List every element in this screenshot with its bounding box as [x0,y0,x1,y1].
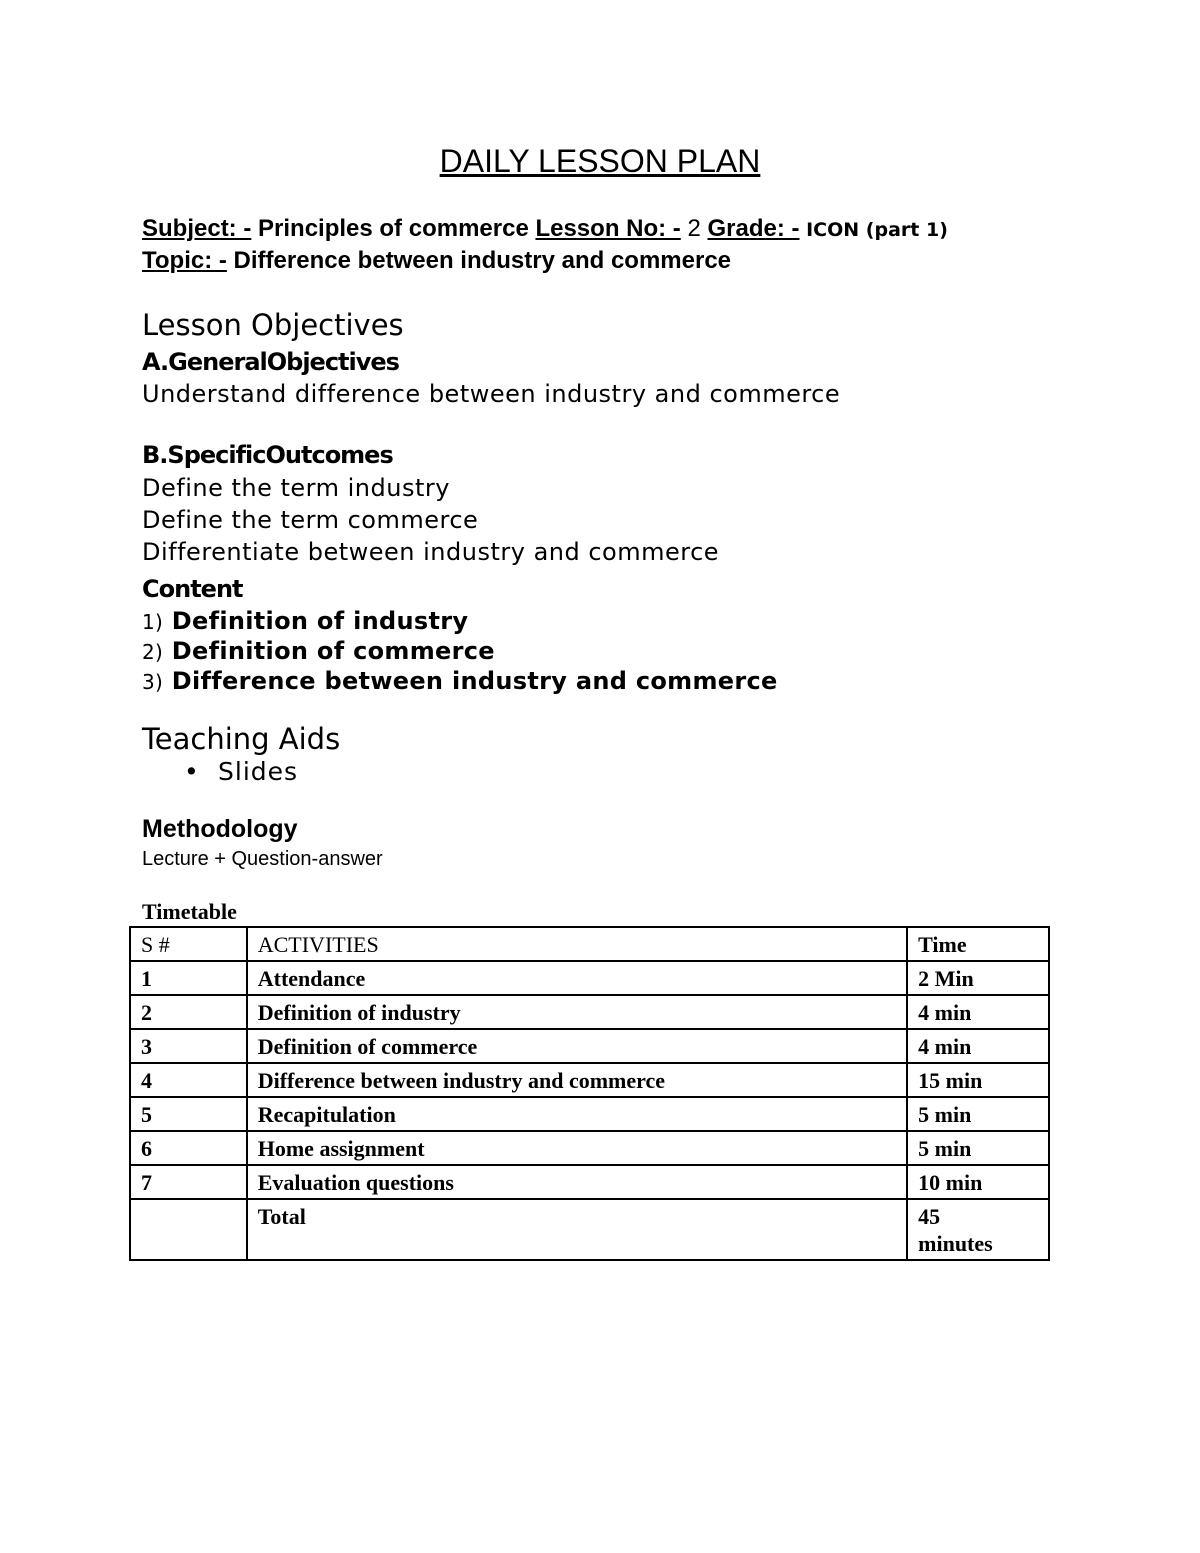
content-item-text: Definition of industry [163,607,469,635]
table-cell [130,1199,247,1260]
timetable-table [129,926,1050,1261]
topic-value: Difference between industry and commerce [226,247,732,274]
content-item-number: 2) [142,640,164,664]
grade-label: Grade: - [707,215,800,242]
subject-line [142,214,948,245]
methodology-heading: Methodology [142,815,298,843]
table-cell: 6 [130,1131,247,1165]
total-value [907,1199,1049,1260]
grade-value: ICON (part 1) [799,219,948,241]
content-item-text: Difference between industry and commerce [163,667,778,695]
lesson-value: 2 [680,215,708,242]
methodology-text: Lecture + Question-answer [142,848,383,870]
specific-outcome-item: Define the term industry [142,474,450,502]
table-row [130,995,1049,1029]
topic-line [142,246,731,276]
subject-label: Subject: - [142,215,252,242]
content-item [142,666,778,697]
table-header-row [130,927,1049,961]
table-cell: 4 min [907,995,1049,1029]
teaching-aid-item [184,757,298,787]
table-cell: 7 [130,1165,247,1199]
teaching-aids-heading: Teaching Aids [142,722,341,756]
table-cell: Evaluation questions [247,1165,907,1199]
table-cell: 2 [130,995,247,1029]
table-cell: 3 [130,1029,247,1063]
specific-outcome-item: Define the term commerce [142,506,479,534]
table-cell: 4 [130,1063,247,1097]
specific-outcomes-heading: B.SpecificOutcomes [142,441,393,469]
table-cell: 1 [130,961,247,995]
total-value-line: 45 [918,1204,941,1229]
table-cell: 5 min [907,1131,1049,1165]
content-item-number: 1) [142,610,164,634]
general-objective-text: Understand difference between industry and commerce [142,380,841,408]
subject-value: Principles of commerce [251,215,536,242]
table-row [130,1063,1049,1097]
table-cell: 5 [130,1097,247,1131]
table-cell: Recapitulation [247,1097,907,1131]
table-cell: 4 min [907,1029,1049,1063]
total-label: Total [247,1199,907,1260]
table-total-row [130,1199,1049,1260]
table-row [130,1131,1049,1165]
content-heading: Content [142,575,243,603]
table-cell: 15 min [907,1063,1049,1097]
total-value-line: minutes [918,1231,993,1256]
table-cell: Attendance [247,961,907,995]
table-row [130,961,1049,995]
column-header: S # [130,927,247,961]
table-row [130,1029,1049,1063]
table-cell: Home assignment [247,1131,907,1165]
topic-label: Topic: - [142,247,227,274]
general-objectives-heading: A.GeneralObjectives [142,348,399,376]
timetable-label: Timetable [142,899,237,924]
specific-outcome-item: Differentiate between industry and commerce [142,538,720,566]
content-item [142,636,495,667]
content-item-text: Definition of commerce [163,637,495,665]
table-row [130,1165,1049,1199]
table-cell: Definition of commerce [247,1029,907,1063]
bullet-icon: • [184,757,200,786]
lesson-label: Lesson No: - [535,215,681,242]
page-title: DAILY LESSON PLAN [439,143,761,179]
column-header: Time [907,927,1049,961]
content-item [142,606,468,637]
table-cell: 5 min [907,1097,1049,1131]
table-cell: 2 Min [907,961,1049,995]
table-cell: Definition of industry [247,995,907,1029]
teaching-aid-text: Slides [218,757,299,786]
content-item-number: 3) [142,670,164,694]
table-cell: Difference between industry and commerce [247,1063,907,1097]
column-header: ACTIVITIES [247,927,907,961]
objectives-heading: Lesson Objectives [142,308,404,342]
table-row [130,1097,1049,1131]
table-cell: 10 min [907,1165,1049,1199]
